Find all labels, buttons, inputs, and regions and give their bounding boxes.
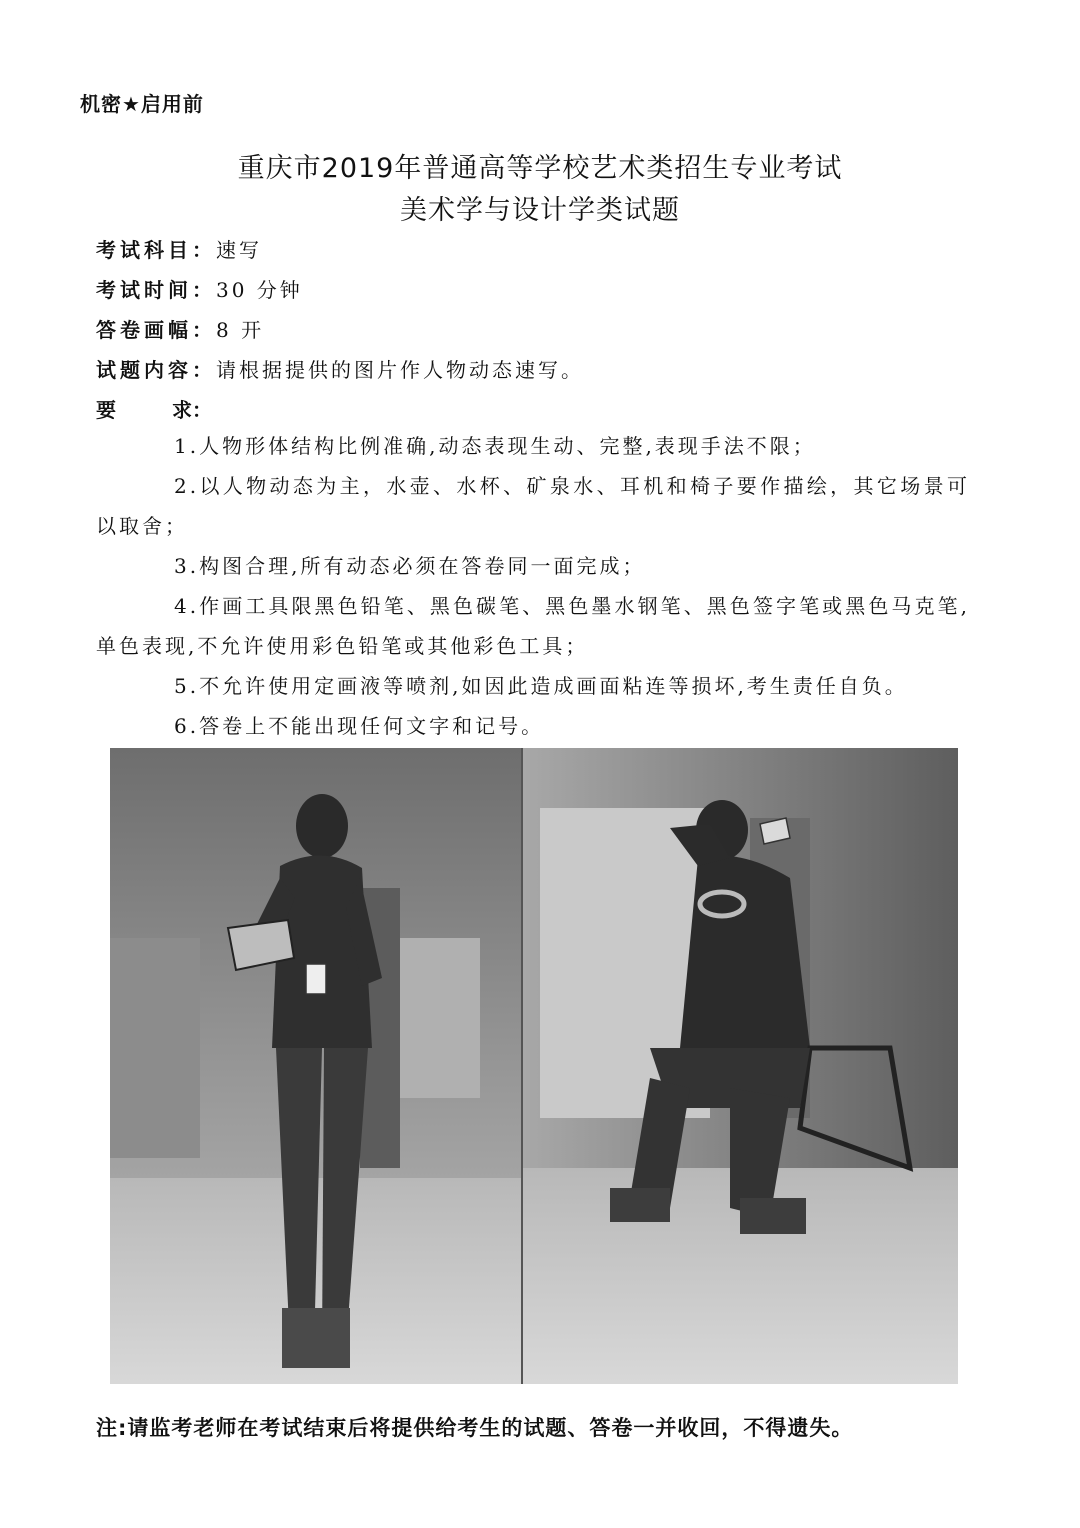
requirements-label-b: 求： xyxy=(172,398,212,422)
field-subject-value: 速写 xyxy=(216,238,262,262)
proctor-notice: 注:请监考老师在考试结束后将提供给考生的试题、答卷一并收回，不得遗失。 xyxy=(96,1416,854,1440)
reference-photo-icon xyxy=(110,748,958,1384)
requirement-item-3: 3.构图合理,所有动态必须在答卷同一面完成； xyxy=(174,554,646,578)
field-time xyxy=(96,274,303,303)
exam-title: 重庆市2019年普通高等学校艺术类招生专业考试 xyxy=(237,153,843,184)
field-paper-size-label: 答卷画幅： xyxy=(96,318,216,342)
requirement-item-6: 6.答卷上不能出现任何文字和记号。 xyxy=(174,714,545,738)
requirements-label-a: 要 xyxy=(96,398,116,422)
requirement-item-4: 4.作画工具限黑色铅笔、黑色碳笔、黑色墨水钢笔、黑色签字笔或黑色马克笔,单色表现,不允许使用彩色铅笔或其他彩色工具； xyxy=(96,594,970,658)
requirement-item-2: 2.以人物动态为主，水壶、水杯、矿泉水、耳机和椅子要作描绘，其它场景可以取舍； xyxy=(96,474,970,538)
left-screen xyxy=(400,938,480,1098)
requirement-item-5: 5.不允许使用定画液等喷剂,如因此造成画面粘连等损坏,考生责任自负。 xyxy=(174,674,908,698)
field-paper-size-value: 8 开 xyxy=(216,318,265,342)
cup-shape xyxy=(306,964,326,994)
left-sofa xyxy=(110,938,200,1158)
field-content xyxy=(96,354,584,383)
field-paper-size xyxy=(96,314,264,343)
field-content-value: 请根据提供的图片作人物动态速写。 xyxy=(216,358,584,382)
field-subject-label: 考试科目： xyxy=(96,238,216,262)
exam-subtitle: 美术学与设计学类试题 xyxy=(400,195,680,226)
requirements-label xyxy=(96,394,212,423)
field-time-value: 30 分钟 xyxy=(216,278,303,302)
field-subject xyxy=(96,234,262,263)
requirement-item-1: 1.人物形体结构比例准确,动态表现生动、完整,表现手法不限； xyxy=(174,434,816,458)
field-content-label: 试题内容： xyxy=(96,358,216,382)
field-time-label: 考试时间： xyxy=(96,278,216,302)
confidential-mark: 机密★启用前 xyxy=(80,92,204,116)
reference-photo xyxy=(110,748,958,1384)
